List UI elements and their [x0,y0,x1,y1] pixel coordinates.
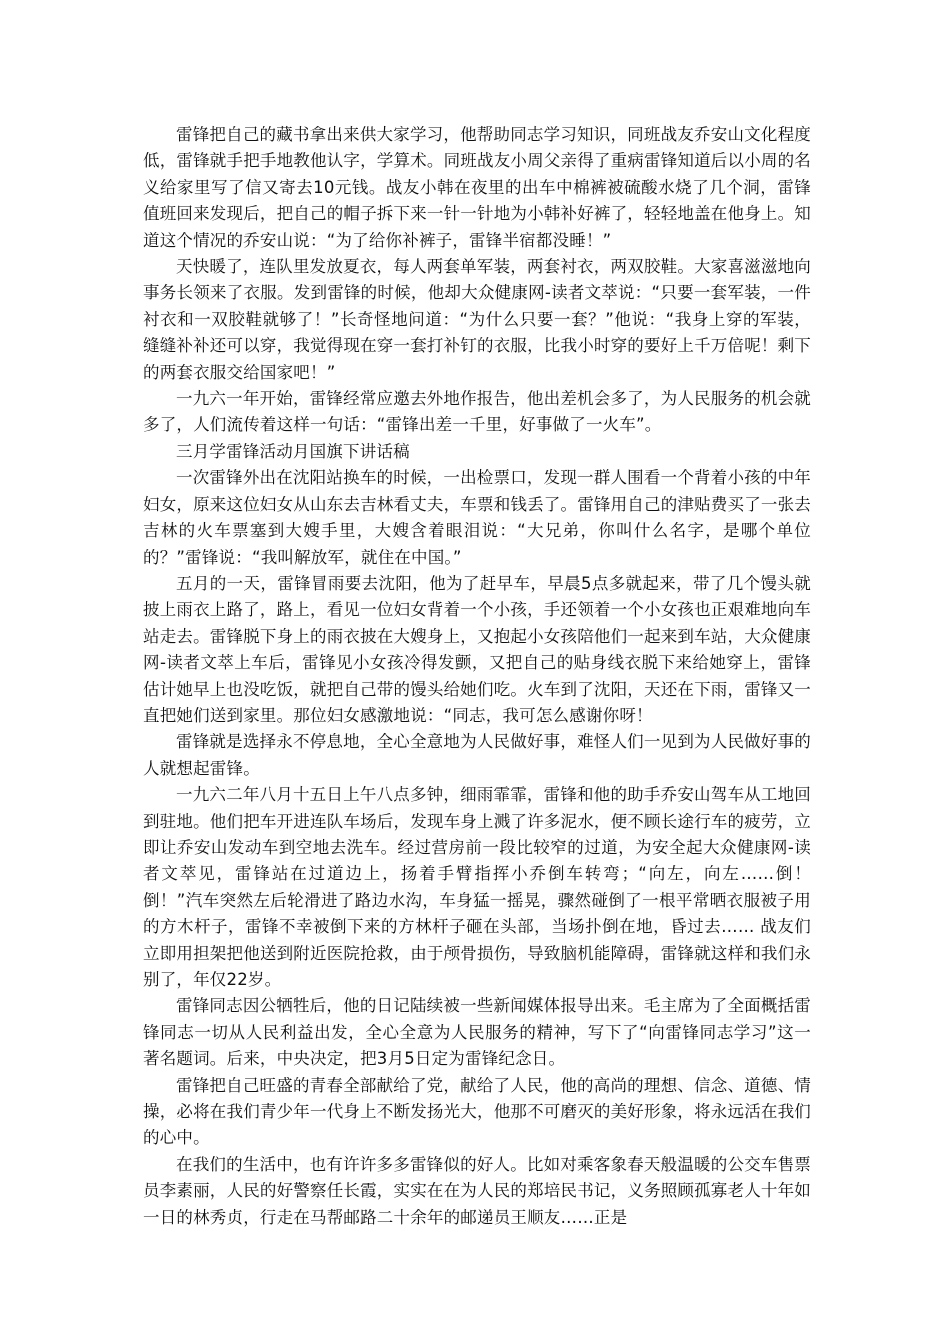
document-body [143,122,811,1231]
paragraph: 五月的一天，雷锋冒雨要去沈阳，他为了赶早车，早晨5点多就起来，带了几个馒头就披上雨衣上路了，路上，看见一位妇女背着一个小孩，手还领着一个小女孩也正艰难地向车站走去。雷锋脱下身上的雨衣披在大嫂身上，又抱起小女孩陪他们一起来到车站，大众健康网-读者文萃上车后，雷锋见小女孩冷得发颤，又把自己的贴身线衣脱下来给她穿上，雷锋估计她早上也没吃饭，就把自己带的馒头给她们吃。火车到了沈阳，天还在下雨，雷锋又一直把她们送到家里。那位妇女感激地说：“同志，我可怎么感谢你呀！ [143,573,811,725]
paragraph: 雷锋同志因公牺牲后，他的日记陆续被一些新闻媒体报导出来。毛主席为了全面概括雷锋同志一切从人民利益出发，全心全意为人民服务的精神，写下了“向雷锋同志学习”这一著名题词。后来，中央决定，把3月5日定为雷锋纪念日。 [143,996,811,1069]
paragraph: 雷锋把自己旺盛的青春全部献给了党，献给了人民，他的高尚的理想、信念、道德、情操，必将在我们青少年一代身上不断发扬光大，他那不可磨灭的美好形象，将永远活在我们的心中。 [143,1075,811,1148]
paragraph: 雷锋就是选择永不停息地，全心全意地为人民做好事，难怪人们一见到为人民做好事的人就想起雷锋。 [143,732,811,778]
paragraph: 一九六二年八月十五日上午八点多钟，细雨霏霏，雷锋和他的助手乔安山驾车从工地回到驻地。他们把车开进连队车场后，发现车身上溅了许多泥水，便不顾长途行车的疲劳，立即让乔安山发动车到空地去洗车。经过营房前一段比较窄的过道，为安全起大众健康网-读者文萃见，雷锋站在过道边上，扬着手臂指挥小乔倒车转弯；“向左，向左……倒！倒！”汽车突然左后轮滑进了路边水沟，车身猛一摇晃，骤然碰倒了一根平常晒衣服被子用的方木杆子，雷锋不幸被倒下来的方林杆子砸在头部，当场扑倒在地，昏过去…… 战友们立即用担架把他送到附近医院抢救，由于颅骨损伤，导致脑机能障碍，雷锋就这样和我们永别了，年仅22岁。 [143,785,811,989]
section-heading: 三月学雷锋活动月国旗下讲话稿 [176,441,410,461]
paragraph: 一九六一年开始，雷锋经常应邀去外地作报告，他出差机会多了，为人民服务的机会就多了，人们流传着这样一句话：“雷锋出差一千里，好事做了一火车”。 [143,389,811,435]
paragraph: 一次雷锋外出在沈阳站换车的时候，一出检票口，发现一群人围看一个背着小孩的中年妇女，原来这位妇女从山东去吉林看丈夫，车票和钱丢了。雷锋用自己的津贴费买了一张去吉林的火车票塞到大嫂手里，大嫂含着眼泪说：“大兄弟，你叫什么名字，是哪个单位的？”雷锋说：“我叫解放军，就住在中国。” [143,468,811,567]
paragraph: 在我们的生活中，也有许许多多雷锋似的好人。比如对乘客象春天般温暖的公交车售票员李素丽，人民的好警察任长霞，实实在在为人民的郑培民书记，义务照顾孤寡老人十年如一日的林秀贞，行走在马帮邮路二十余年的邮递员王顺友……正是 [143,1154,811,1227]
paragraph: 天快暖了，连队里发放夏衣，每人两套单军装，两套衬衣，两双胶鞋。大家喜滋滋地向事务长领来了衣服。发到雷锋的时候，他却大众健康网-读者文萃说：“只要一套军装，一件衬衣和一双胶鞋就够了！”长奇怪地问道：“为什么只要一套？”他说：“我身上穿的军装，缝缝补补还可以穿，我觉得现在穿一套打补钉的衣服，比我小时穿的要好上千万倍呢！剩下的两套衣服交给国家吧！” [143,257,811,382]
paragraph: 雷锋把自己的藏书拿出来供大家学习，他帮助同志学习知识，同班战友乔安山文化程度低，雷锋就手把手地教他认字，学算术。同班战友小周父亲得了重病雷锋知道后以小周的名义给家里写了信又寄去10元钱。战友小韩在夜里的出车中棉裤被硫酸水烧了几个洞，雷锋值班回来发现后，把自己的帽子拆下来一针一针地为小韩补好裤了，轻轻地盖在他身上。知道这个情况的乔安山说：“为了给你补裤子，雷锋半宿都没睡！” [143,125,811,250]
